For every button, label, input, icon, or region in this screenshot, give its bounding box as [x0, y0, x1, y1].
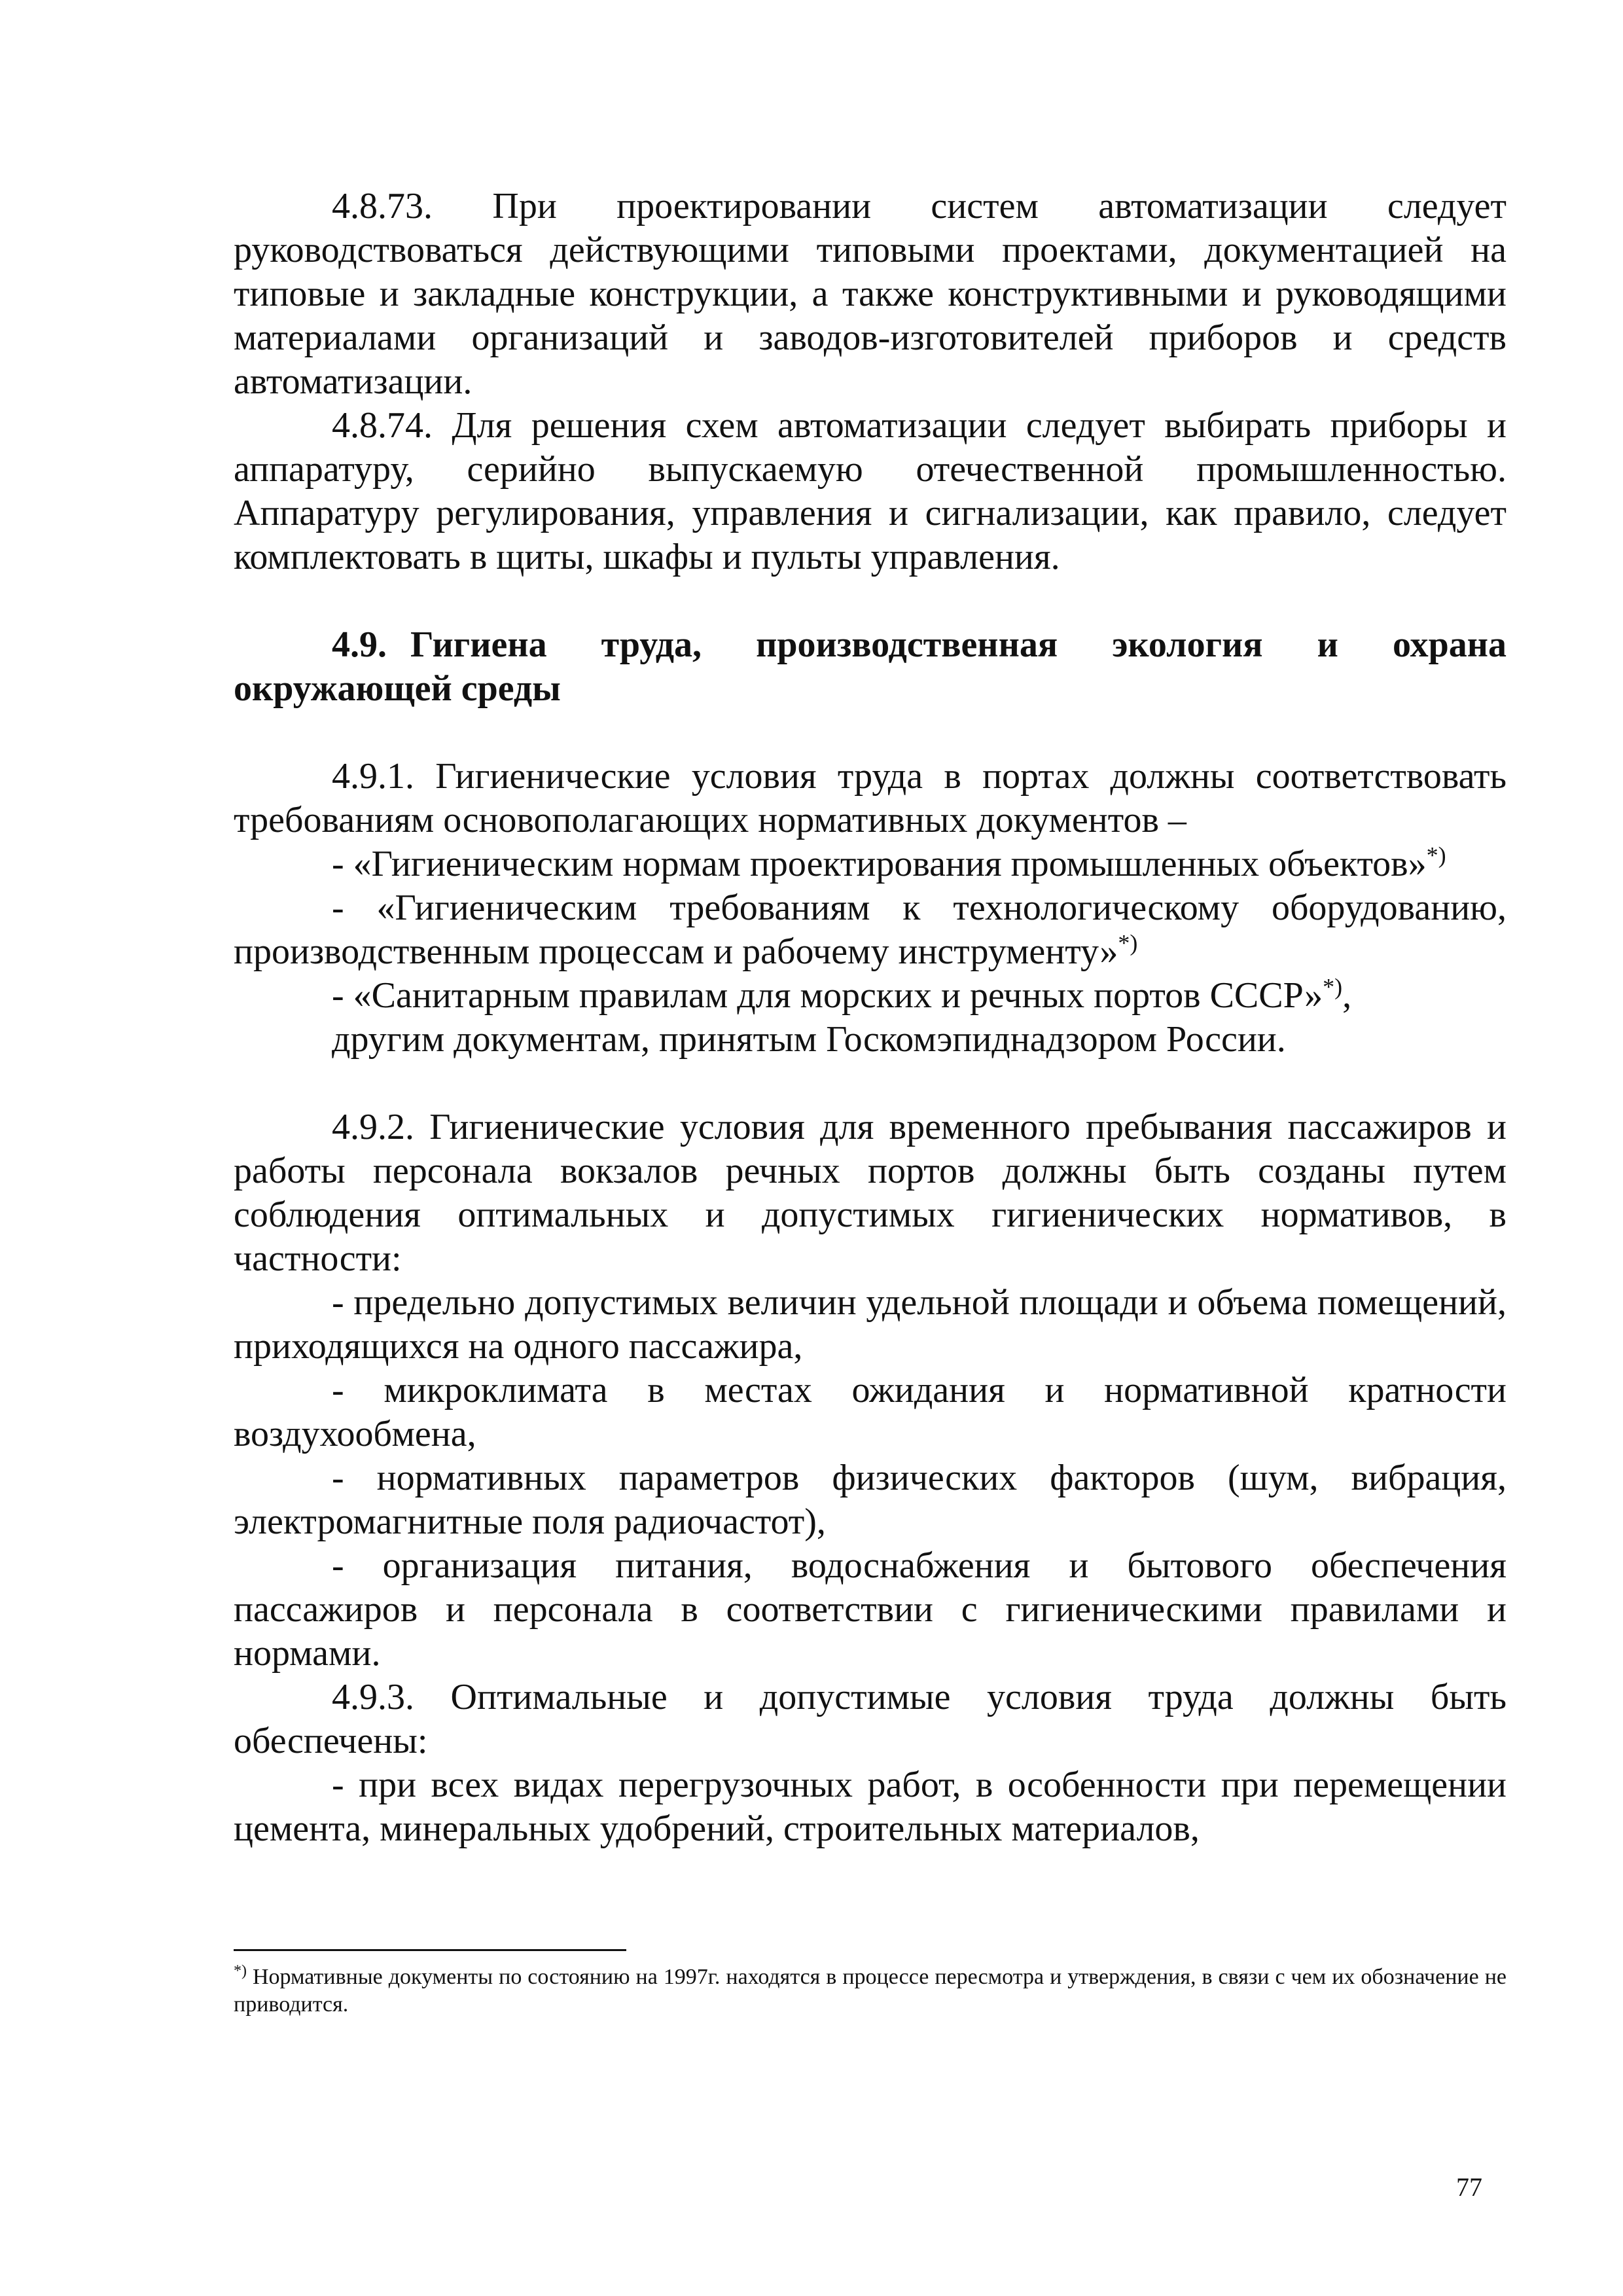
list-item: - нормативных параметров физических факторов (шум, вибрация, электромагнитные поля радиочастот),	[234, 1458, 1507, 1542]
list-item: - организация питания, водоснабжения и бытового обеспечения пассажиров и персонала в соответствии с гигиеническими правилами и нормами.	[234, 1545, 1507, 1674]
footnote-reference: *)	[1323, 973, 1343, 1000]
paragraph-4-9-1: 4.9.1. Гигиенические условия труда в портах должны соответствовать требованиям основополагающих нормативных документов –	[234, 756, 1507, 840]
section-title: Гигиена труда, производственная экология и охрана окружающей среды	[234, 624, 1507, 709]
footnote	[234, 1964, 1507, 2018]
footnote-text: Нормативные документы по состоянию на 1997г. находятся в процессе пересмотра и утверждения, в связи с чем их обозначение не приводится.	[234, 1965, 1507, 2017]
footnote-reference: *)	[1118, 929, 1138, 956]
list-item: - предельно допустимых величин удельной площади и объема помещений, приходящихся на одного пассажира,	[234, 1282, 1507, 1367]
footnote-reference: *)	[1426, 842, 1446, 869]
paragraph-4-9-2: 4.9.2. Гигиенические условия для временного пребывания пассажиров и работы персонала вокзалов речных портов должны быть созданы путем соблюдения оптимальных и допустимых гигиенических нормативов, в частности:	[234, 1107, 1507, 1279]
list-item-punctuation: ,	[1342, 975, 1352, 1016]
page-body	[234, 185, 1507, 1851]
list-item-text: - «Санитарным правилам для морских и речных портов СССР»	[332, 975, 1323, 1016]
list-item	[234, 974, 1507, 1018]
paragraph-continuation: другим документам, принятым Госкомэпиднадзором России.	[332, 1019, 1286, 1060]
footnote-mark: *)	[234, 1962, 247, 1980]
list-item: - микроклимата в местах ожидания и нормативной кратности воздухообмена,	[234, 1370, 1507, 1454]
list-item	[234, 886, 1507, 974]
paragraph-spacer	[234, 1062, 1507, 1105]
list-item-text: - «Гигиеническим требованиям к технологическому оборудованию, производственным процессам и рабочему инструменту»	[234, 888, 1507, 972]
paragraph-4-8-74: 4.8.74. Для решения схем автоматизации следует выбирать приборы и аппаратуру, серийно выпускаемую отечественной промышленностью. Аппаратуру регулирования, управления и сигнализации, как правило, следует комплектовать в щиты, шкафы и пульты управления.	[234, 405, 1507, 577]
list-item: - при всех видах перегрузочных работ, в особенности при перемещении цемента, минеральных удобрений, строительных материалов,	[234, 1765, 1507, 1849]
paragraph-4-8-73: 4.8.73. При проектировании систем автоматизации следует руководствоваться действующими типовыми проектами, документацией на типовые и закладные конструкции, а также конструктивными и руководящими материалами организаций и заводов-изготовителей приборов и средств автоматизации.	[234, 186, 1507, 402]
footnote-divider	[234, 1949, 626, 1951]
section-number: 4.9.	[332, 624, 387, 665]
list-item-text: - «Гигиеническим нормам проектирования промышленных объектов»	[332, 844, 1427, 884]
section-heading	[234, 623, 1507, 711]
page-number: 77	[1456, 2172, 1482, 2202]
paragraph-4-9-3: 4.9.3. Оптимальные и допустимые условия труда должны быть обеспечены:	[234, 1677, 1507, 1761]
list-item	[234, 842, 1507, 886]
